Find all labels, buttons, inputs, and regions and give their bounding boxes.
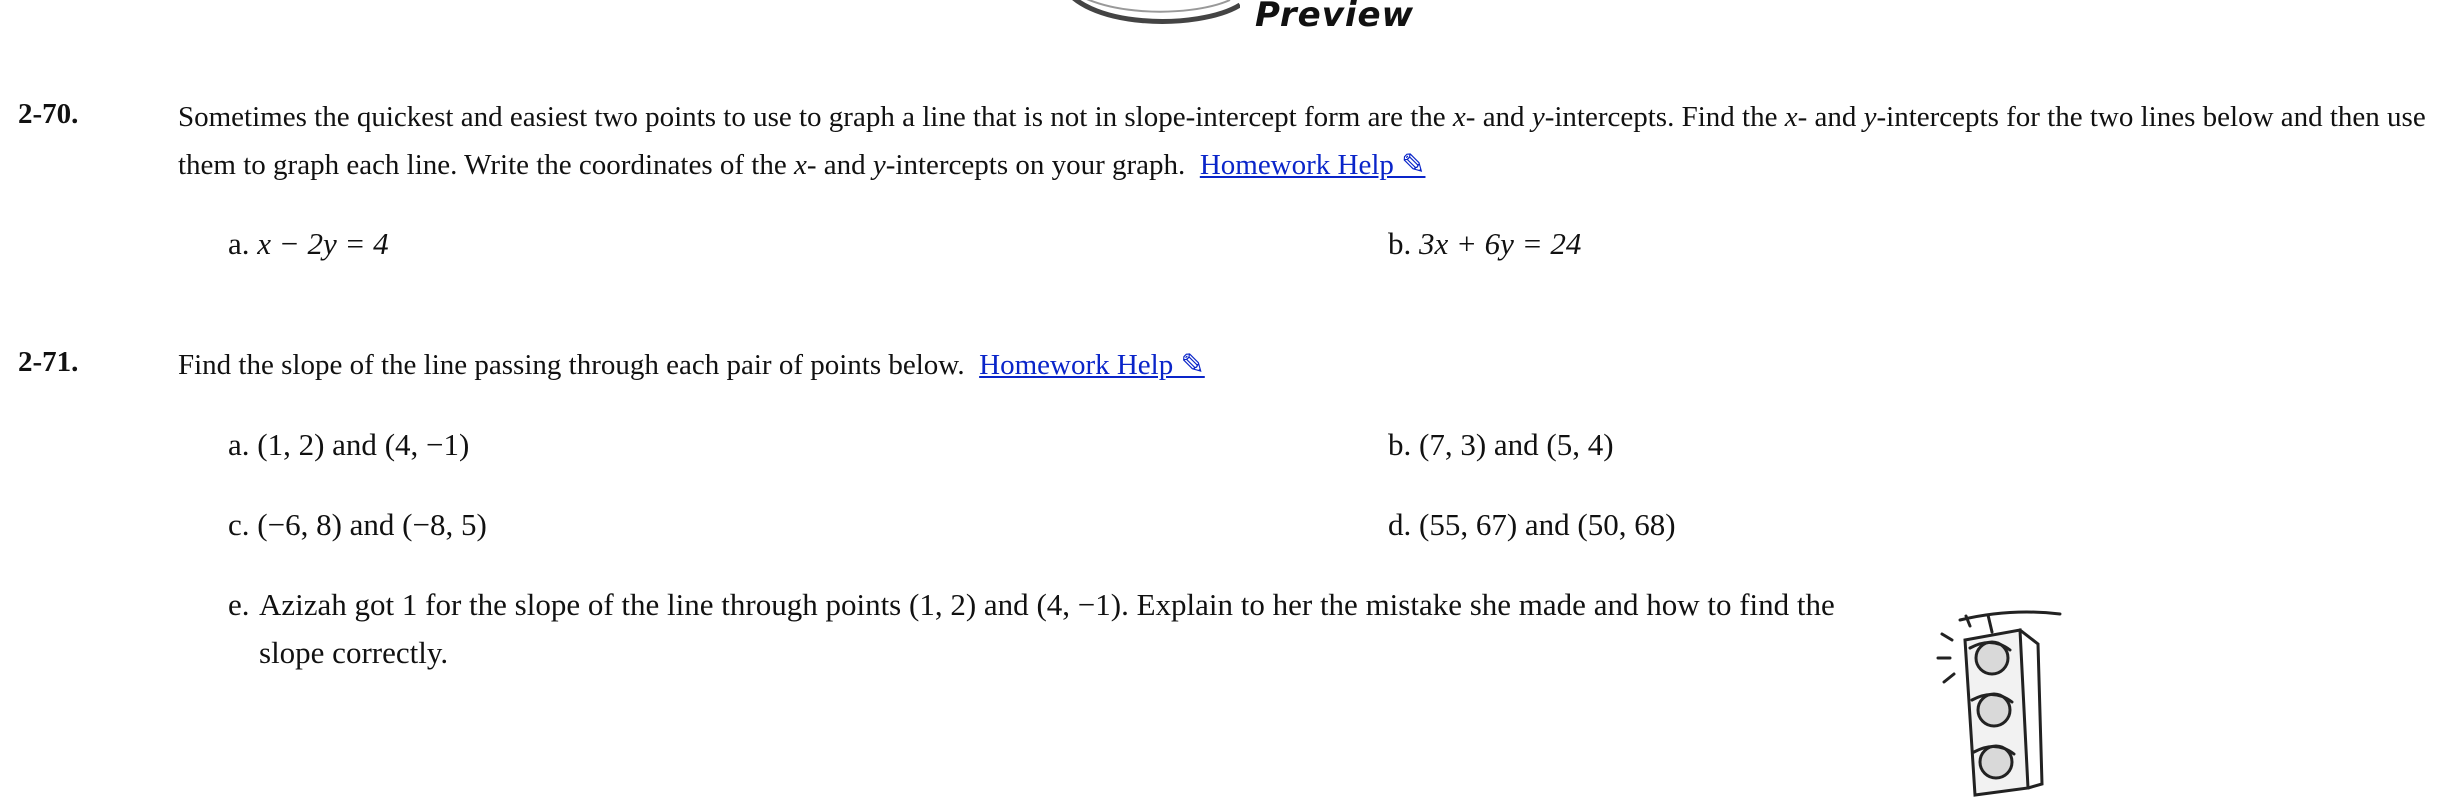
item-label: e. <box>228 587 250 622</box>
problem-2-70-text <box>178 93 2443 189</box>
item-label: b. <box>1388 226 1412 261</box>
point: (7, 3) <box>1419 427 1487 462</box>
text-part: - and <box>806 149 873 181</box>
point: (−6, 8) <box>257 507 342 542</box>
point: (5, 4) <box>1546 427 1614 462</box>
problem-number: 2-71. <box>18 346 79 378</box>
text-part: -intercepts on your graph. <box>885 149 1186 181</box>
conjunction: and <box>332 427 377 462</box>
math-value: 1 <box>401 587 418 622</box>
item-label: d. <box>1388 507 1412 542</box>
text-part: . Explain to her the mistake she made and how to find the slope correctly. <box>259 587 1835 670</box>
homework-help-link[interactable]: Homework Help ✎ <box>979 349 1205 381</box>
item-d <box>1388 501 1676 549</box>
math-var: y <box>1863 101 1877 133</box>
homework-help-link[interactable]: Homework Help ✎ <box>1199 149 1426 181</box>
preview-swoosh-icon <box>1040 0 1240 30</box>
problem-2-71-text <box>178 341 1205 389</box>
text-part: -intercepts for the two lines below and then use them to graph each line. Write the coordinates of the <box>178 101 2426 181</box>
point: (1, 2) <box>909 587 977 622</box>
point: (4, −1) <box>384 427 470 462</box>
item-a <box>228 220 389 268</box>
problem-number: 2-70. <box>18 98 79 130</box>
point: (50, 68) <box>1577 507 1676 542</box>
traffic-light-icon <box>1930 600 2070 800</box>
item-label: c. <box>228 507 250 542</box>
point: (4, −1) <box>1036 587 1122 622</box>
math-var: y <box>1531 101 1545 133</box>
point: (55, 67) <box>1419 507 1518 542</box>
item-label: a. <box>228 226 250 261</box>
text-part: Find the slope of the line passing through each pair of points below. <box>178 349 965 381</box>
point: (1, 2) <box>257 427 325 462</box>
text-part: - and <box>1465 101 1532 133</box>
text-part: Azizah got <box>259 587 402 622</box>
text-part: Sometimes the quickest and easiest two points to use to graph a line that is not in slope-intercept form are the <box>178 101 1453 133</box>
item-b <box>1388 220 1581 268</box>
preview-badge <box>1040 0 1420 35</box>
item-c <box>228 501 487 549</box>
math-var: x <box>793 149 807 181</box>
point: (−8, 5) <box>402 507 487 542</box>
math-var: x <box>1452 101 1466 133</box>
math-var: y <box>872 149 886 181</box>
item-label: a. <box>228 427 250 462</box>
item-b <box>1388 421 1614 469</box>
equation: 3x + 6y = 24 <box>1419 226 1582 261</box>
equation: x − 2y = 4 <box>257 226 389 261</box>
text-part: for the slope of the line through points <box>417 587 910 622</box>
item-e-text <box>259 581 1888 677</box>
preview-label: Preview <box>1255 0 1414 35</box>
text-part: and <box>976 587 1037 622</box>
conjunction: and <box>1493 427 1539 462</box>
item-e <box>228 581 1888 677</box>
math-var: x <box>1784 101 1798 133</box>
item-a <box>228 421 469 469</box>
text-part: -intercepts. Find the <box>1544 101 1785 133</box>
conjunction: and <box>349 507 395 542</box>
conjunction: and <box>1524 507 1570 542</box>
text-part: - and <box>1797 101 1864 133</box>
item-label: b. <box>1388 427 1412 462</box>
